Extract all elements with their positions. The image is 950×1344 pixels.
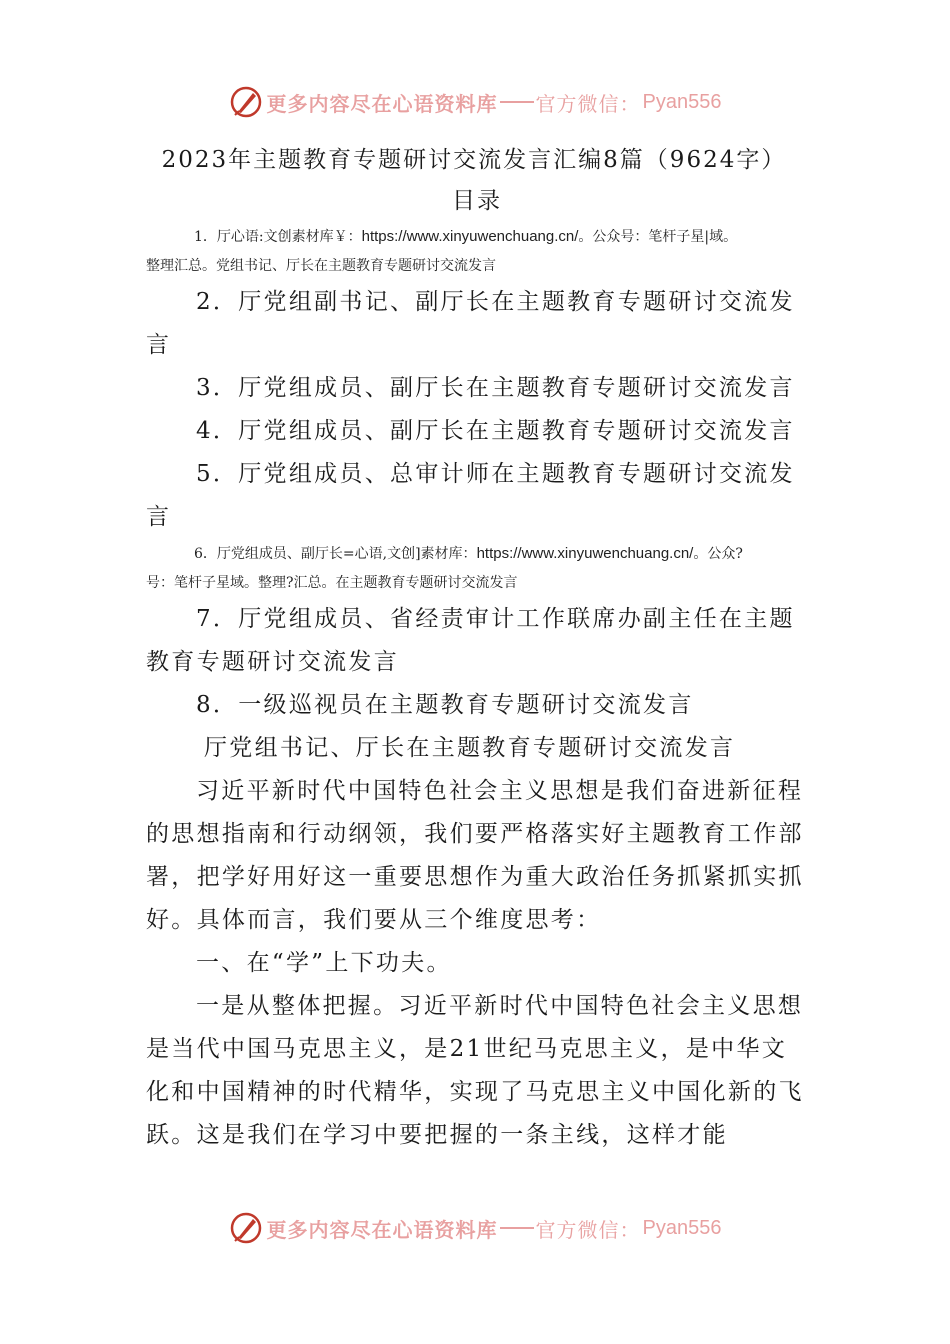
toc-item-8: 8．一级巡视员在主题教育专题研讨交流发言 — [196, 692, 694, 718]
toc-item-6-text-a: 6．厅党组成员、副厅长=心语,文创]素材库： — [194, 546, 477, 562]
banner-main-text: 更多内容尽在心语资料库 — [266, 91, 498, 116]
toc-item-1-text-a: 1．厅心语:文创素材库￥： — [194, 229, 362, 245]
toc-heading: 目录 — [452, 188, 502, 214]
document-body — [146, 140, 808, 1157]
toc-item-6 — [146, 539, 808, 598]
banner-dash — [500, 101, 534, 103]
banner-tail-text: 官方微信： — [535, 91, 641, 116]
section-title: 厅党组书记、厅长在主题教育专题研讨交流发言 — [204, 735, 736, 761]
banner-tail-text: 官方微信： — [535, 1217, 641, 1242]
toc-item-1-url: https://www.xinyuwenchuang.cn/ — [361, 228, 579, 245]
heading-1: 一、在“学”上下功夫。 — [196, 950, 452, 976]
paragraph-2: 一是从整体把握。习近平新时代中国特色社会主义思想是当代中国马克思主义，是21世纪马克思主义，是中华文化和中国精神的时代精华，实现了马克思主义中国化新的飞跃。这是我们在学习中要把握的一条主线，这样才能 — [146, 993, 804, 1148]
toc-item-6-url: https://www.xinyuwenchuang.cn/ — [476, 545, 694, 562]
toc-item-5: 5．厅党组成员、总审计师在主题教育专题研讨交流发言 — [146, 461, 795, 530]
quill-logo-icon — [229, 1211, 263, 1245]
toc-item-1-text-c: 整理汇总。党组书记、厅长在主题教育专题研讨交流发言 — [146, 258, 496, 274]
toc-item-4: 4．厅党组成员、副厅长在主题教育专题研讨交流发言 — [196, 418, 795, 444]
banner-main-text: 更多内容尽在心语资料库 — [266, 1217, 498, 1242]
toc-item-2: 2．厅党组副书记、副厅长在主题教育专题研讨交流发言 — [146, 289, 795, 358]
toc-item-6-text-c: 号：笔杆子星域。整理?汇总。在主题教育专题研讨交流发言 — [146, 575, 518, 591]
toc-item-1 — [146, 222, 808, 281]
toc-item-3: 3．厅党组成员、副厅长在主题教育专题研讨交流发言 — [196, 375, 795, 401]
header-banner — [0, 82, 950, 122]
banner-wechat-id: Pyan556 — [642, 90, 722, 113]
toc-item-1-text-b: 。公众号：笔杆子星|域。 — [578, 229, 738, 245]
footer-banner — [0, 1208, 950, 1248]
toc-item-6-text-b: 。公众? — [693, 546, 743, 562]
banner-wechat-id: Pyan556 — [642, 1216, 722, 1239]
paragraph-1: 习近平新时代中国特色社会主义思想是我们奋进新征程的思想指南和行动纲领，我们要严格落实好主题教育工作部署，把学好用好这一重要思想作为重大政治任务抓紧抓实抓好。具体而言，我们要从三个维度思考： — [146, 778, 804, 933]
document-title: 2023年主题教育专题研讨交流发言汇编8篇（9624字） — [161, 147, 787, 173]
quill-logo-icon — [229, 85, 263, 119]
banner-dash — [500, 1227, 534, 1229]
toc-item-7: 7．厅党组成员、省经责审计工作联席办副主任在主题教育专题研讨交流发言 — [146, 606, 795, 675]
